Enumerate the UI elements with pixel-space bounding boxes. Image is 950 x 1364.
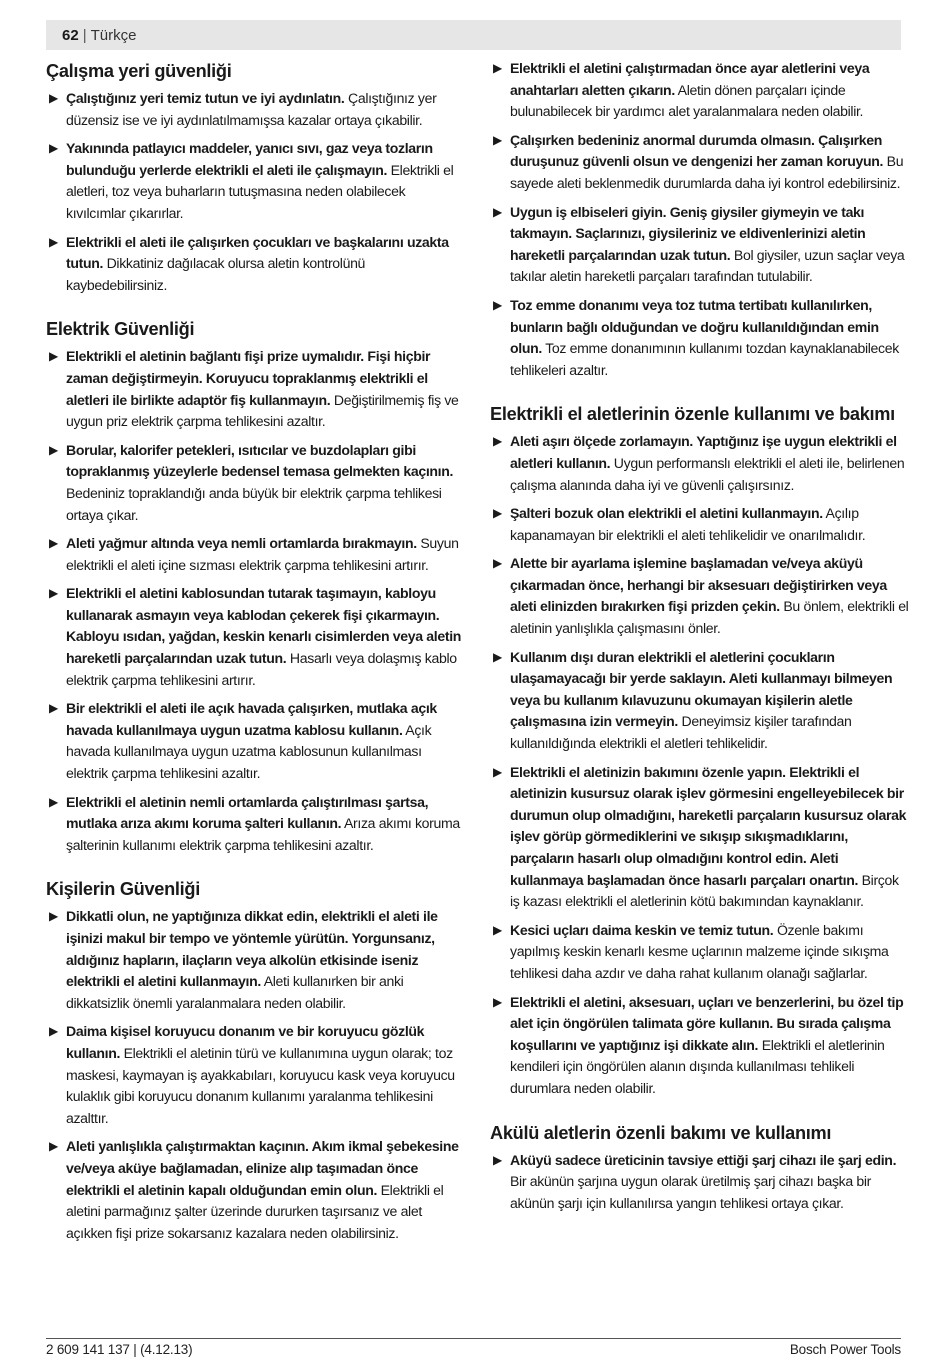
triangle-bullet-icon: ▶ [49,701,58,716]
triangle-bullet-icon: ▶ [49,1024,58,1039]
instruction-body: Toz emme donanımının kullanımı tozdan kaynaklanabilecek tehlikeleri azaltır. [510,340,899,378]
instruction-body: Suyun elektrikli el aleti içine sızması elektrik çarpma tehlikesini artırır. [66,535,459,573]
triangle-bullet-icon: ▶ [493,649,502,664]
instruction-body: Uygun performanslı elektrikli el aleti ile, belirlenen çalışma alanında daha iyi ve güvenli çalışırsınız. [510,454,905,493]
triangle-bullet-icon: ▶ [493,506,502,521]
header-separator: | [82,26,87,44]
instruction-lead: Daima kişisel koruyucu donanım ve bir koruyucu gözlük kullanın. [66,1023,425,1061]
instruction-body: Açılıp kapanamayan bir elektrikli el aleti tehlikelidir ve onarılmalıdır. [510,505,866,543]
instruction-body: Hasarlı veya dolaşmış kablo elektrik çarpma tehlikesini artırır. [66,650,457,688]
safety-instruction-item [46,792,466,857]
instruction-text [510,649,892,751]
instruction-body: Deneyimsiz kişiler tarafından kullanıldığında elektrikli el aletleri tehlikelidir. [510,713,852,752]
triangle-bullet-icon: ▶ [49,1139,58,1154]
section-title: Akülü aletlerin özenli bakımı ve kullanımı [490,1122,832,1143]
instruction-text [66,442,453,523]
instruction-body: Elektrikli el aletlerinin kendileri için öngörülen alanın dışında kullanılması tehlikeli durumlara neden olabilir. [510,1036,885,1096]
instruction-lead: Toz emme donanımı veya toz tutma tertibatı kullanılırken, bunların bağlı olduğundan ve doğru kullanıldığından emin olun. [510,296,879,357]
instruction-text [510,1152,896,1211]
safety-instruction-item [490,431,910,496]
safety-instruction-item [490,762,910,913]
triangle-bullet-icon: ▶ [49,794,58,809]
triangle-bullet-icon: ▶ [493,1152,502,1167]
instruction-lead: Elektrikli el aletinin nemli ortamlarda çalıştırılması şartsa, mutlaka arıza akımı koruma şalteri kullanın. [66,793,429,832]
triangle-bullet-icon: ▶ [49,586,58,601]
page-header [46,20,901,50]
safety-instruction-item [490,130,910,195]
triangle-bullet-icon: ▶ [493,204,502,219]
section-gap [490,1107,910,1120]
instruction-body: Bedeniniz topraklandığı anda büyük bir elektrik çarpma tehlikesi ortaya çıkar. [66,484,442,523]
triangle-bullet-icon: ▶ [493,922,502,937]
instruction-body: Bu önlem, elektrikli el aletinin yanlışlıkla çalışmasını önler. [510,598,909,637]
page-number: 62 [62,26,79,44]
instruction-text [66,1023,455,1125]
safety-instruction-item [490,295,910,381]
instruction-text [66,234,449,293]
safety-instruction-item [490,58,910,123]
triangle-bullet-icon: ▶ [49,442,58,457]
section-gap [490,388,910,401]
instruction-body: Elektrikli el aletinin türü ve kullanımına uygun olarak; toz maskesi, kaymayan iş ayakkabıları, koruyucu kask veya koruyucu kulaklık gibi koruyucu donanım kullanımı yaralanma tehlikesini azalttır. [66,1044,455,1126]
instruction-lead: Aleti yanlışlıkla çalıştırmaktan kaçının. Akım ikmal şebekesine ve/veya aküye bağlamadan, elinize alıp taşımadan önce elektrikli el aletinin kapalı olduğundan emin olun. [66,1138,459,1198]
triangle-bullet-icon: ▶ [49,536,58,551]
safety-instruction-item [46,138,466,224]
instruction-lead: Elektrikli el aletini, aksesuarı, uçları ve benzerlerini, bu özel tip alet için öngörülen talimata göre kullanın. Bu sırada çalışma koşullarını ve yaptığınız işi dikkate alın. [510,993,904,1053]
triangle-bullet-icon: ▶ [493,764,502,779]
instruction-body: Birçok iş kazası elektrikli el aletlerinin kötü bakımından kaynaklanır. [510,871,899,910]
instruction-body: Elektrikli el aletleri, toz veya buharların tutuşmasına neden olabilecek kıvılcımlar çıkarırlar. [66,161,454,221]
triangle-bullet-icon: ▶ [493,434,502,449]
instruction-text [510,132,903,191]
section-title: Çalışma yeri güvenliği [46,61,232,81]
instruction-text [510,555,908,636]
safety-instruction-item [490,647,910,755]
instruction-lead: Alette bir ayarlama işlemine başlamadan ve/veya aküyü çıkarmadan önce, herhangi bir aksesuarı değiştirirken veya aleti elinizden bırakırken fişi prizden çekin. [510,555,887,615]
triangle-bullet-icon: ▶ [493,297,502,312]
instruction-body: Bol giysiler, uzun saçlar veya takılar aletin hareketli parçaları tarafından tutulabilir. [510,246,905,285]
safety-instruction-item [46,1021,466,1129]
instruction-lead: Borular, kalorifer petekleri, ısıtıcılar ve buzdolapları gibi topraklanmış yüzeylerle bedensel temasa gelmekten kaçının. [66,441,454,480]
instruction-text [510,764,906,910]
triangle-bullet-icon: ▶ [493,132,502,147]
safety-instruction-item [46,698,466,784]
instruction-lead: Kesici uçları daima keskin ve temiz tutun. [510,921,774,938]
safety-instruction-item [46,232,466,297]
triangle-bullet-icon: ▶ [49,349,58,364]
instruction-text [66,535,459,573]
instruction-lead: Yakınında patlayıcı maddeler, yanıcı sıvı, gaz veya tozların bulunduğu yerlerde elektrikli el aleti ile çalışmayın. [66,140,433,178]
instruction-text [66,908,438,1010]
triangle-bullet-icon: ▶ [493,61,502,75]
section-gap [46,863,466,876]
instruction-text [66,700,437,781]
safety-instruction-item [46,533,466,576]
instruction-text [510,505,865,543]
instruction-lead: Dikkatli olun, ne yaptığınıza dikkat edin, elektrikli el aleti ile işinizi makul bir tempo ve yöntemle yürütün. Yorgunsanız, aldığınız hapların, ilaçların veya alkolün etkisinde iseniz elektrikli el aletini kullanmayın. [66,908,438,990]
safety-instruction-item [46,440,466,526]
instruction-lead: Aküyü sadece üreticinin tavsiye ettiği şarj cihazı ile şarj edin. [510,1151,897,1168]
instruction-body: Bir akünün şarjına uygun olarak üretilmiş şarj cihazı başka bir akünün şarjı için kullanılırsa yangın tehlikesi ortaya çıkar. [510,1173,872,1211]
instruction-body: Özenle bakımı yapılmış keskin kenarlı kesme uçlarının malzeme içinde sıkışma tehlikesi daha azdır ve daha rahat kullanım olanağı sağlarlar. [510,921,889,981]
safety-instruction-item [490,202,910,288]
instruction-lead: Elektrikli el aletinin bağlantı fişi prize uymalıdır. Fişi hiçbir zaman değiştirmeyin. Koruyucu topraklanmış elektrikli el aletleri ile birlikte adaptör fiş kullanmayın. [66,348,431,408]
instruction-body: Bu sayede aleti beklenmedik durumlarda daha iyi kontrol edebilirsiniz. [510,153,904,191]
instruction-lead: Elektrikli el aletini kablosundan tutarak taşımayın, kabloyu kullanarak asmayın veya kablodan çekerek fişi çıkarmayın. Kabloyu ısıdan, yağdan, keskin kenarlı cisimlerden veya aletin hareketli parçalarından uzak tutun. [66,585,462,667]
footer-divider [46,1338,901,1339]
instruction-text [66,140,453,221]
page-language: Türkçe [90,26,137,44]
triangle-bullet-icon: ▶ [49,909,58,924]
instruction-text [66,1138,459,1240]
instruction-lead: Aleti yağmur altında veya nemli ortamlarda bırakmayın. [66,535,417,552]
instruction-lead: Çalıştığınız yeri temiz tutun ve iyi aydınlatın. [66,90,345,106]
triangle-bullet-icon: ▶ [49,234,58,249]
instruction-body: Aleti kullanırken bir anki dikkatsizlik önemli yaralanmalara neden olabilir. [66,973,404,1011]
footer-doc-number: 2 609 141 137 | (4.12.13) [46,1342,193,1357]
instruction-body: Çalıştığınız yer düzensiz ise ve iyi aydınlatılmamışsa kazalar ortaya çıkabilir. [66,90,437,128]
instruction-body: Açık havada kullanılmaya uygun uzatma kablosunun kullanılması elektrik çarpma tehlikesini azaltır. [66,721,432,782]
left-column [46,58,466,1251]
safety-instruction-item [46,906,466,1014]
instruction-text [66,794,460,853]
instruction-lead: Şalteri bozuk olan elektrikli el aletini kullanmayın. [510,505,823,522]
safety-instruction-item [46,583,466,691]
instruction-text [66,348,459,429]
instruction-lead: Kullanım dışı duran elektrikli el aletlerini çocukların ulaşamayacağı bir yerde saklayın. Aleti kullanmayı bilmeyen veya bu kullanım kılavuzunu okumayan kişilerin aletle çalışmasına izin vermeyin. [510,648,893,730]
safety-instruction-item [490,920,910,985]
instruction-text [510,204,904,285]
safety-instruction-item [46,88,466,131]
safety-instruction-item [490,1150,910,1215]
triangle-bullet-icon: ▶ [493,556,502,571]
right-column [490,58,910,1221]
instruction-lead: Aleti aşırı ölçede zorlamayın. Yaptığınız işe uygun elektrikli el aletleri kullanın. [510,433,897,471]
section-title: Kişilerin Güvenliği [46,879,200,900]
instruction-text [510,994,903,1096]
instruction-lead: Uygun iş elbiseleri giyin. Geniş giysiler giymeyin ve takı takmayın. Saçlarınızı, giysileriniz ve eldivenlerinizi aletin hareketli parçalarından uzak tutun. [510,203,866,263]
safety-instruction-item [490,553,910,639]
instruction-body: Değiştirilmemiş fiş ve uygun priz elektrik çarpma tehlikesini azaltır. [66,391,459,430]
instruction-body: Elektrikli el aletini parmağınız şalter üzerinde dururken taşırsanız ve alet açıkken fişi prize sokarsanız kazalara neden olabilirsiniz. [66,1181,444,1241]
section-gap [46,303,466,316]
instruction-body: Dikkatiniz dağılacak olursa aletin kontrolünü kaybedebilirsiniz. [66,255,366,293]
safety-instruction-item [46,346,466,432]
instruction-text [66,90,436,128]
instruction-lead: Elektrikli el aletini çalıştırmadan önce ayar aletlerini veya anahtarları aletten çıkarın. [510,60,870,98]
safety-instruction-item [490,503,910,546]
safety-instruction-item [46,1136,466,1244]
footer-brand: Bosch Power Tools [789,1342,901,1357]
instruction-text [510,60,869,119]
instruction-text [66,585,461,687]
instruction-text [510,297,899,378]
section-title: Elektrik Güvenliği [46,319,195,340]
triangle-bullet-icon: ▶ [49,141,58,156]
instruction-text [510,922,889,981]
triangle-bullet-icon: ▶ [49,91,58,105]
instruction-lead: Bir elektrikli el aleti ile açık havada çalışırken, mutlaka açık havada kullanılmaya uygun uzatma kablosu kullanın. [66,700,437,738]
instruction-lead: Çalışırken bedeniniz anormal durumda olmasın. Çalışırken duruşunuz güvenli olsun ve dengenizi her zaman koruyun. [510,131,884,170]
instruction-text [510,433,904,492]
triangle-bullet-icon: ▶ [493,994,502,1009]
section-title: Elektrikli el aletlerinin özenle kullanımı ve bakımı [490,404,895,425]
instruction-body: Arıza akımı koruma şalterinin kullanımı elektrik çarpma tehlikesini azaltır. [66,815,460,853]
instruction-lead: Elektrikli el aleti ile çalışırken çocukları ve başkalarını uzakta tutun. [66,233,449,272]
instruction-body: Aletin dönen parçaları içinde bulunabilecek bir yardımcı alet yaralanmalara neden olabilir. [510,81,864,120]
instruction-lead: Elektrikli el aletinizin bakımını özenle yapın. Elektrikli el aletinizin kusursuz olarak işlev görmesini engelleyebilecek bir durumun olup olmadığını, hareketli parçaların kusursuz olarak işlev görüp görmediklerini ve sıkışıp sıkışmadıklarını, parçaların hasarlı olup olmadığını kontrol edin. Aleti kullanmaya başlamadan önce hasarlı parçaları onartın. [510,763,907,888]
safety-instruction-item [490,992,910,1100]
